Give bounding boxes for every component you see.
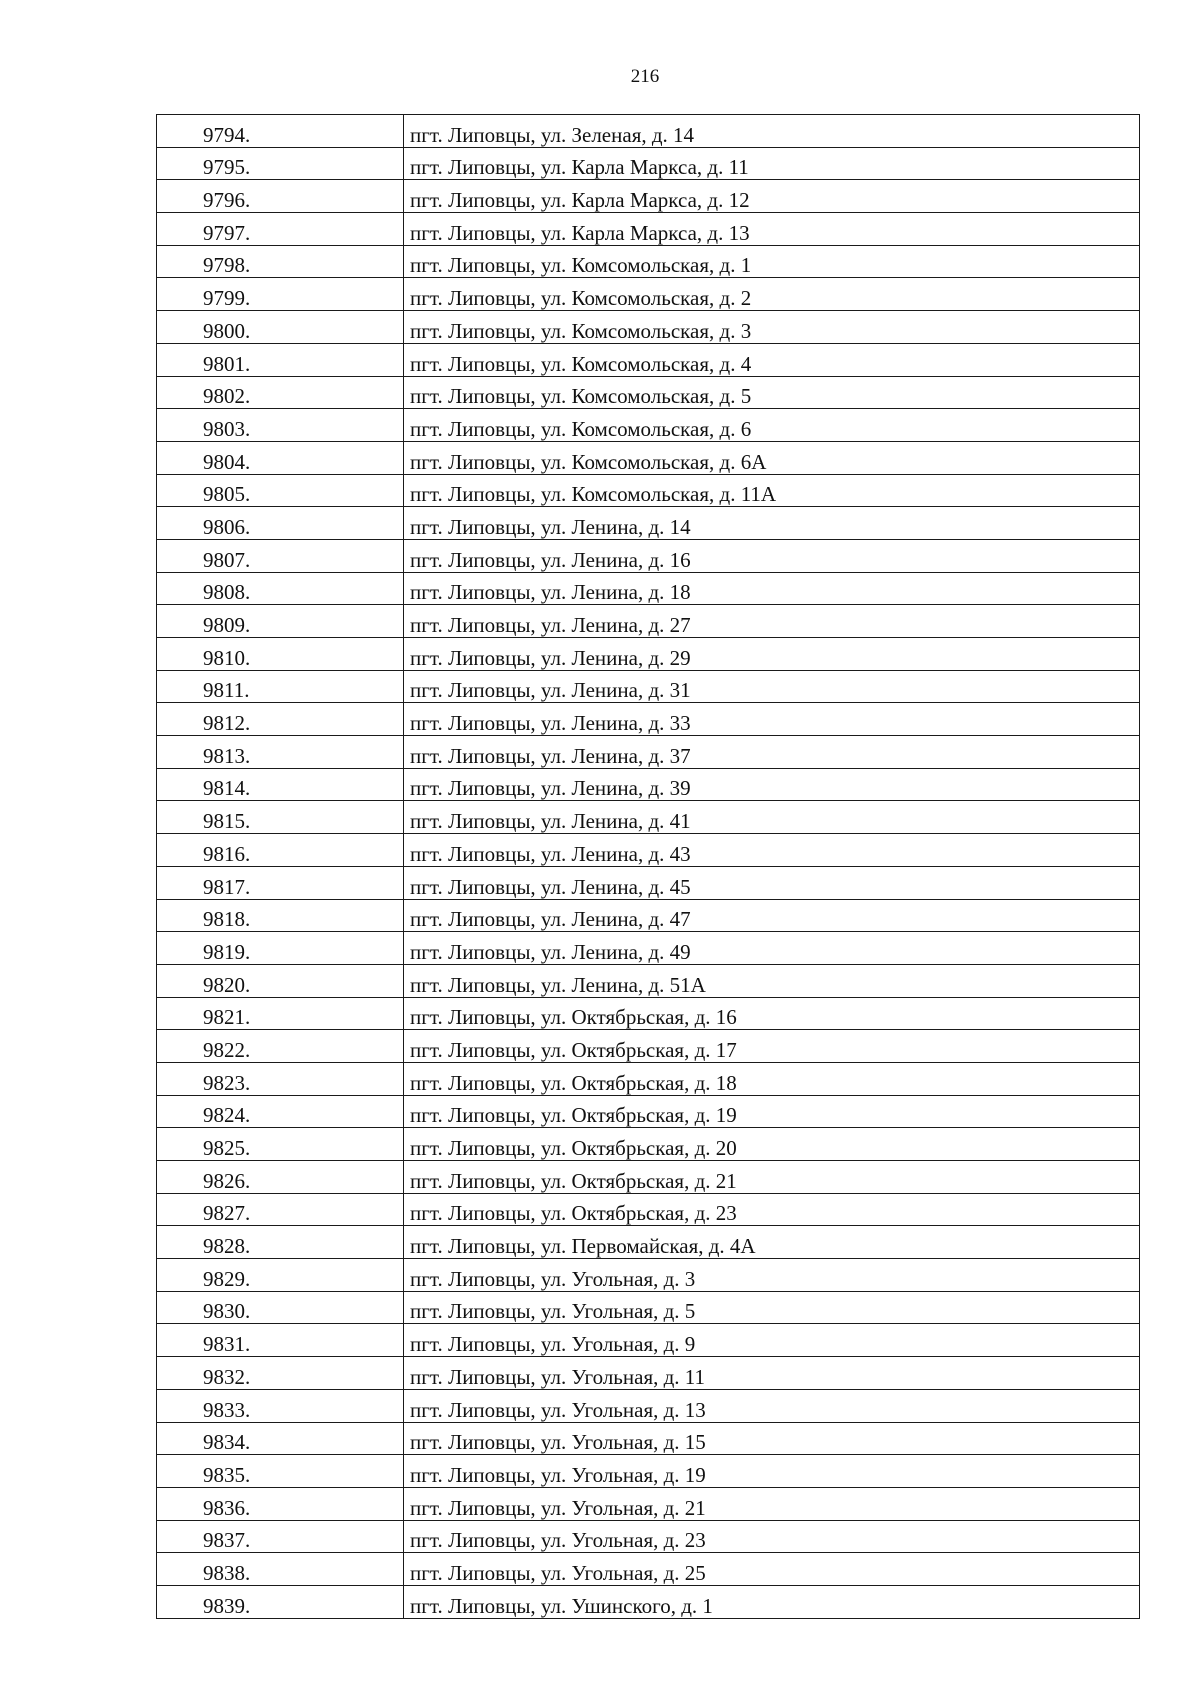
table-row [157, 376, 1140, 409]
table-row [157, 1193, 1140, 1226]
address-cell: пгт. Липовцы, ул. Комсомольская, д. 2 [404, 278, 1140, 311]
address-cell: пгт. Липовцы, ул. Комсомольская, д. 6 [404, 409, 1140, 442]
table-row [157, 115, 1140, 148]
table-row [157, 801, 1140, 834]
table-row [157, 997, 1140, 1030]
row-number-cell: 9828. [157, 1226, 404, 1259]
table-row [157, 638, 1140, 671]
row-number-cell: 9831. [157, 1324, 404, 1357]
table-row [157, 1259, 1140, 1292]
row-number-cell: 9822. [157, 1030, 404, 1063]
row-number-cell: 9813. [157, 736, 404, 769]
address-cell: пгт. Липовцы, ул. Комсомольская, д. 5 [404, 376, 1140, 409]
row-number-cell: 9817. [157, 866, 404, 899]
table-row [157, 1030, 1140, 1063]
address-cell: пгт. Липовцы, ул. Ленина, д. 49 [404, 932, 1140, 965]
address-cell: пгт. Липовцы, ул. Ленина, д. 41 [404, 801, 1140, 834]
row-number-cell: 9816. [157, 834, 404, 867]
row-number-cell: 9833. [157, 1389, 404, 1422]
row-number-cell: 9818. [157, 899, 404, 932]
address-cell: пгт. Липовцы, ул. Комсомольская, д. 6А [404, 441, 1140, 474]
address-cell: пгт. Липовцы, ул. Ушинского, д. 1 [404, 1585, 1140, 1618]
address-cell: пгт. Липовцы, ул. Зеленая, д. 14 [404, 115, 1140, 148]
table-row [157, 441, 1140, 474]
row-number-cell: 9819. [157, 932, 404, 965]
address-table [156, 114, 1140, 1619]
row-number-cell: 9809. [157, 605, 404, 638]
address-cell: пгт. Липовцы, ул. Угольная, д. 25 [404, 1553, 1140, 1586]
address-cell: пгт. Липовцы, ул. Карла Маркса, д. 12 [404, 180, 1140, 213]
row-number-cell: 9814. [157, 768, 404, 801]
address-cell: пгт. Липовцы, ул. Угольная, д. 5 [404, 1291, 1140, 1324]
address-cell: пгт. Липовцы, ул. Комсомольская, д. 1 [404, 245, 1140, 278]
row-number-cell: 9838. [157, 1553, 404, 1586]
address-cell: пгт. Липовцы, ул. Ленина, д. 31 [404, 670, 1140, 703]
table-row [157, 245, 1140, 278]
address-cell: пгт. Липовцы, ул. Угольная, д. 11 [404, 1357, 1140, 1390]
table-row [157, 1226, 1140, 1259]
table-row [157, 1095, 1140, 1128]
row-number-cell: 9815. [157, 801, 404, 834]
address-cell: пгт. Липовцы, ул. Угольная, д. 13 [404, 1389, 1140, 1422]
address-cell: пгт. Липовцы, ул. Комсомольская, д. 4 [404, 343, 1140, 376]
page-number: 216 [630, 66, 660, 87]
row-number-cell: 9839. [157, 1585, 404, 1618]
table-row [157, 605, 1140, 638]
table-row [157, 474, 1140, 507]
table-row [157, 1422, 1140, 1455]
row-number-cell: 9804. [157, 441, 404, 474]
row-number-cell: 9810. [157, 638, 404, 671]
row-number-cell: 9837. [157, 1520, 404, 1553]
row-number-cell: 9800. [157, 311, 404, 344]
table-row [157, 1553, 1140, 1586]
row-number-cell: 9826. [157, 1161, 404, 1194]
row-number-cell: 9796. [157, 180, 404, 213]
address-cell: пгт. Липовцы, ул. Ленина, д. 43 [404, 834, 1140, 867]
address-cell: пгт. Липовцы, ул. Октябрьская, д. 21 [404, 1161, 1140, 1194]
table-row [157, 213, 1140, 246]
table-row [157, 1128, 1140, 1161]
table-row [157, 834, 1140, 867]
address-cell: пгт. Липовцы, ул. Ленина, д. 33 [404, 703, 1140, 736]
address-cell: пгт. Липовцы, ул. Угольная, д. 19 [404, 1455, 1140, 1488]
address-cell: пгт. Липовцы, ул. Октябрьская, д. 18 [404, 1062, 1140, 1095]
row-number-cell: 9824. [157, 1095, 404, 1128]
row-number-cell: 9825. [157, 1128, 404, 1161]
table-row [157, 899, 1140, 932]
address-cell: пгт. Липовцы, ул. Ленина, д. 37 [404, 736, 1140, 769]
table-row [157, 147, 1140, 180]
address-cell: пгт. Липовцы, ул. Октябрьская, д. 23 [404, 1193, 1140, 1226]
row-number-cell: 9821. [157, 997, 404, 1030]
address-cell: пгт. Липовцы, ул. Угольная, д. 21 [404, 1487, 1140, 1520]
table-row [157, 1487, 1140, 1520]
table-row [157, 1161, 1140, 1194]
address-cell: пгт. Липовцы, ул. Комсомольская, д. 11А [404, 474, 1140, 507]
row-number-cell: 9829. [157, 1259, 404, 1292]
address-cell: пгт. Липовцы, ул. Карла Маркса, д. 13 [404, 213, 1140, 246]
table-row [157, 703, 1140, 736]
table-row [157, 932, 1140, 965]
row-number-cell: 9835. [157, 1455, 404, 1488]
address-cell: пгт. Липовцы, ул. Ленина, д. 27 [404, 605, 1140, 638]
table-row [157, 1520, 1140, 1553]
table-row [157, 311, 1140, 344]
address-cell: пгт. Липовцы, ул. Угольная, д. 3 [404, 1259, 1140, 1292]
table-row [157, 736, 1140, 769]
row-number-cell: 9806. [157, 507, 404, 540]
row-number-cell: 9830. [157, 1291, 404, 1324]
address-cell: пгт. Липовцы, ул. Ленина, д. 47 [404, 899, 1140, 932]
table-row [157, 572, 1140, 605]
table-row [157, 768, 1140, 801]
row-number-cell: 9811. [157, 670, 404, 703]
row-number-cell: 9795. [157, 147, 404, 180]
address-cell: пгт. Липовцы, ул. Ленина, д. 45 [404, 866, 1140, 899]
address-cell: пгт. Липовцы, ул. Октябрьская, д. 20 [404, 1128, 1140, 1161]
row-number-cell: 9798. [157, 245, 404, 278]
row-number-cell: 9808. [157, 572, 404, 605]
address-cell: пгт. Липовцы, ул. Октябрьская, д. 19 [404, 1095, 1140, 1128]
row-number-cell: 9834. [157, 1422, 404, 1455]
row-number-cell: 9827. [157, 1193, 404, 1226]
address-cell: пгт. Липовцы, ул. Ленина, д. 18 [404, 572, 1140, 605]
table-row [157, 964, 1140, 997]
address-cell: пгт. Липовцы, ул. Ленина, д. 29 [404, 638, 1140, 671]
table-row [157, 1324, 1140, 1357]
row-number-cell: 9805. [157, 474, 404, 507]
address-cell: пгт. Липовцы, ул. Комсомольская, д. 3 [404, 311, 1140, 344]
table-row [157, 866, 1140, 899]
table-row [157, 409, 1140, 442]
row-number-cell: 9803. [157, 409, 404, 442]
address-cell: пгт. Липовцы, ул. Ленина, д. 51А [404, 964, 1140, 997]
address-cell: пгт. Липовцы, ул. Первомайская, д. 4А [404, 1226, 1140, 1259]
row-number-cell: 9799. [157, 278, 404, 311]
table-row [157, 1291, 1140, 1324]
address-table-body [157, 115, 1140, 1619]
table-row [157, 343, 1140, 376]
address-cell: пгт. Липовцы, ул. Октябрьская, д. 17 [404, 1030, 1140, 1063]
table-row [157, 507, 1140, 540]
address-cell: пгт. Липовцы, ул. Ленина, д. 16 [404, 539, 1140, 572]
address-cell: пгт. Липовцы, ул. Ленина, д. 39 [404, 768, 1140, 801]
row-number-cell: 9832. [157, 1357, 404, 1390]
table-row [157, 1389, 1140, 1422]
address-cell: пгт. Липовцы, ул. Октябрьская, д. 16 [404, 997, 1140, 1030]
address-cell: пгт. Липовцы, ул. Ленина, д. 14 [404, 507, 1140, 540]
row-number-cell: 9812. [157, 703, 404, 736]
row-number-cell: 9801. [157, 343, 404, 376]
table-row [157, 180, 1140, 213]
table-row [157, 539, 1140, 572]
table-row [157, 278, 1140, 311]
table-row [157, 1585, 1140, 1618]
row-number-cell: 9794. [157, 115, 404, 148]
row-number-cell: 9807. [157, 539, 404, 572]
row-number-cell: 9802. [157, 376, 404, 409]
row-number-cell: 9836. [157, 1487, 404, 1520]
address-cell: пгт. Липовцы, ул. Угольная, д. 23 [404, 1520, 1140, 1553]
row-number-cell: 9823. [157, 1062, 404, 1095]
row-number-cell: 9820. [157, 964, 404, 997]
address-cell: пгт. Липовцы, ул. Угольная, д. 9 [404, 1324, 1140, 1357]
table-row [157, 1062, 1140, 1095]
table-row [157, 1357, 1140, 1390]
table-row [157, 1455, 1140, 1488]
address-cell: пгт. Липовцы, ул. Карла Маркса, д. 11 [404, 147, 1140, 180]
row-number-cell: 9797. [157, 213, 404, 246]
table-row [157, 670, 1140, 703]
address-cell: пгт. Липовцы, ул. Угольная, д. 15 [404, 1422, 1140, 1455]
